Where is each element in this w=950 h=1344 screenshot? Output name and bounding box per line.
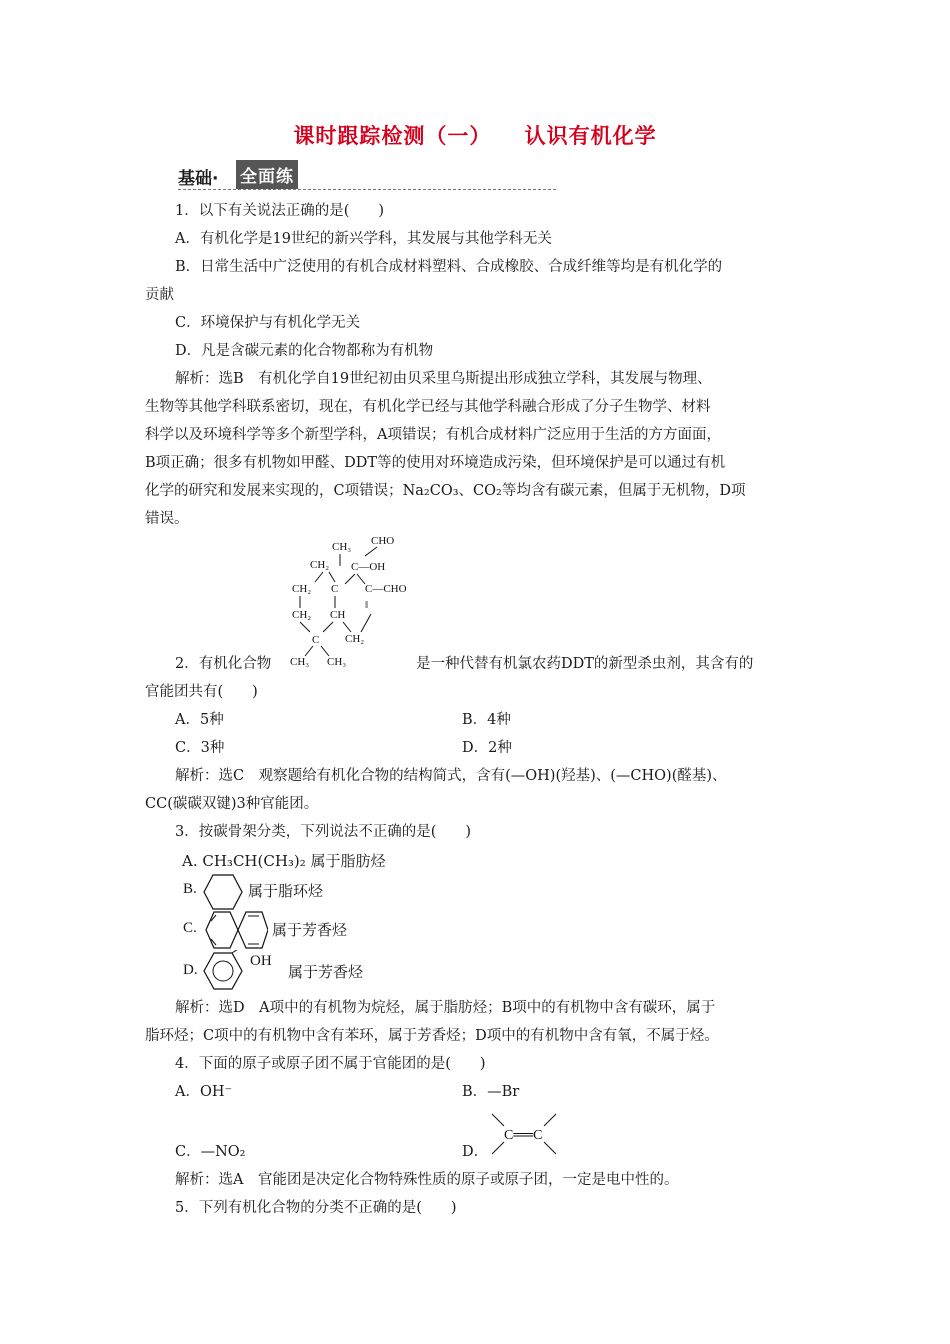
alkene-text: C══C	[504, 1128, 543, 1143]
q2-option-a: A．5种	[175, 712, 224, 728]
q2-option-b: B．4种	[462, 712, 511, 728]
struct-c-bottom: C	[312, 634, 320, 646]
q4-option-a: A．OH⁻	[175, 1084, 233, 1100]
q4-stem: 4．下面的原子或原子团不属于官能团的是( )	[175, 1056, 486, 1072]
struct-ch3-right: CH₃	[327, 656, 347, 668]
q3-option-d-oh: OH	[250, 953, 272, 969]
q3-option-c-label: C.	[183, 920, 197, 936]
q1-explanation-2: 生物等其他学科联系密切，现在，有机化学已经与其他学科融合形成了分子生物学、材料	[145, 399, 711, 415]
dashed-divider	[178, 189, 556, 190]
q2-explanation-2: CC(碳碳双键)3种官能团。	[145, 796, 319, 812]
q3-stem: 3．按碳骨架分类，下列说法不正确的是( )	[175, 824, 472, 840]
q2-explanation-1: 解析：选C 观察题给有机化合物的结构简式，含有(—OH)(羟基)、(—CHO)(醛基)、	[175, 768, 727, 784]
q1-option-a: A．有机化学是19世纪的新兴学科，其发展与其他学科无关	[175, 231, 552, 247]
struct-double-bond: ‖	[365, 599, 369, 611]
struct-ch3-top: CH₃	[332, 541, 352, 553]
q4-option-d: D．	[462, 1144, 489, 1160]
struct-ch2-1: CH₂	[310, 559, 330, 571]
q1-explanation-6: 错误。	[145, 511, 189, 527]
q1-option-c: C．环境保护与有机化学无关	[175, 315, 361, 331]
q3-option-b-text: 属于脂环烃	[248, 882, 324, 900]
struct-c-oh: C—OH	[351, 561, 386, 573]
q2-option-c: C．3种	[175, 740, 225, 756]
struct-c-mid: C	[331, 583, 339, 595]
q1-option-b-cont: 贡献	[145, 287, 174, 303]
q3-option-d-text: 属于芳香烃	[288, 963, 364, 981]
q1-explanation-3: 科学以及环境科学等多个新型学科，A项错误；有机合成材料广泛应用于生活的方方面面，	[145, 427, 721, 443]
naphthalene-ring	[202, 909, 268, 951]
q3-option-c-text: 属于芳香烃	[272, 921, 348, 939]
q1-explanation-5: 化学的研究和发展来实现的，C项错误；Na₂CO₃、CO₂等均含有碳元素，但属于无机物，D项	[145, 483, 746, 499]
q1-explanation-4: B项正确；很多有机物如甲醛、DDT等的使用对环境造成污染，但环境保护是可以通过有机	[145, 455, 726, 471]
q4-option-c: C．—NO₂	[175, 1144, 246, 1160]
alkene-double-bond	[484, 1110, 564, 1158]
q2-structural-formula	[285, 530, 420, 670]
q4-option-b: B．—Br	[462, 1084, 520, 1100]
q3-option-a: A. CH₃CH(CH₃)₂ 属于脂肪烃	[182, 852, 386, 870]
struct-cho-top: CHO	[371, 535, 395, 547]
q3-option-d-label: D.	[183, 962, 198, 978]
struct-c-cho: C—CHO	[365, 583, 407, 595]
q2-stem-cont: 官能团共有( )	[145, 684, 258, 700]
q2-stem-left: 2．有机化合物	[175, 656, 272, 672]
q1-option-d: D．凡是含碳元素的化合物都称为有机物	[175, 343, 434, 359]
page-title: 课时跟踪检测（一） 认识有机化学	[293, 124, 657, 148]
section-header	[178, 158, 556, 192]
phenol-ring	[202, 950, 246, 992]
struct-ch: CH	[330, 609, 346, 621]
q4-explanation: 解析：选A 官能团是决定化合物特殊性质的原子或原子团，一定是电中性的。	[175, 1172, 679, 1188]
q5-stem: 5．下列有机化合物的分类不正确的是( )	[175, 1200, 457, 1216]
struct-ch3-left: CH₃	[290, 656, 310, 668]
struct-ch2-4: CH₂	[345, 633, 365, 645]
q3-explanation-1: 解析：选D A项中的有机物为烷烃，属于脂肪烃；B项中的有机物中含有碳环，属于	[175, 1000, 716, 1016]
struct-ch2-3: CH₂	[292, 609, 312, 621]
struct-ch2-2: CH₂	[292, 583, 312, 595]
q3-explanation-2: 脂环烃；C项中的有机物中含有苯环，属于芳香烃；D项中的有机物中含有氧，不属于烃。	[145, 1028, 719, 1044]
q1-stem: 1．以下有关说法正确的是( )	[175, 203, 385, 219]
q2-option-d: D．2种	[462, 740, 512, 756]
q1-option-b: B．日常生活中广泛使用的有机合成材料塑料、合成橡胶、合成纤维等均是有机化学的	[175, 259, 723, 275]
q1-explanation-1: 解析：选B 有机化学自19世纪初由贝采里乌斯提出形成独立学科，其发展与物理、	[175, 371, 712, 387]
q3-option-b-label: B.	[183, 881, 197, 897]
q2-stem-right: 是一种代替有机氯农药DDT的新型杀虫剂，其含有的	[416, 656, 754, 672]
section-label: 基础·	[178, 169, 219, 189]
cyclohexane-ring	[202, 872, 244, 912]
section-badge: 全面练	[236, 160, 298, 189]
